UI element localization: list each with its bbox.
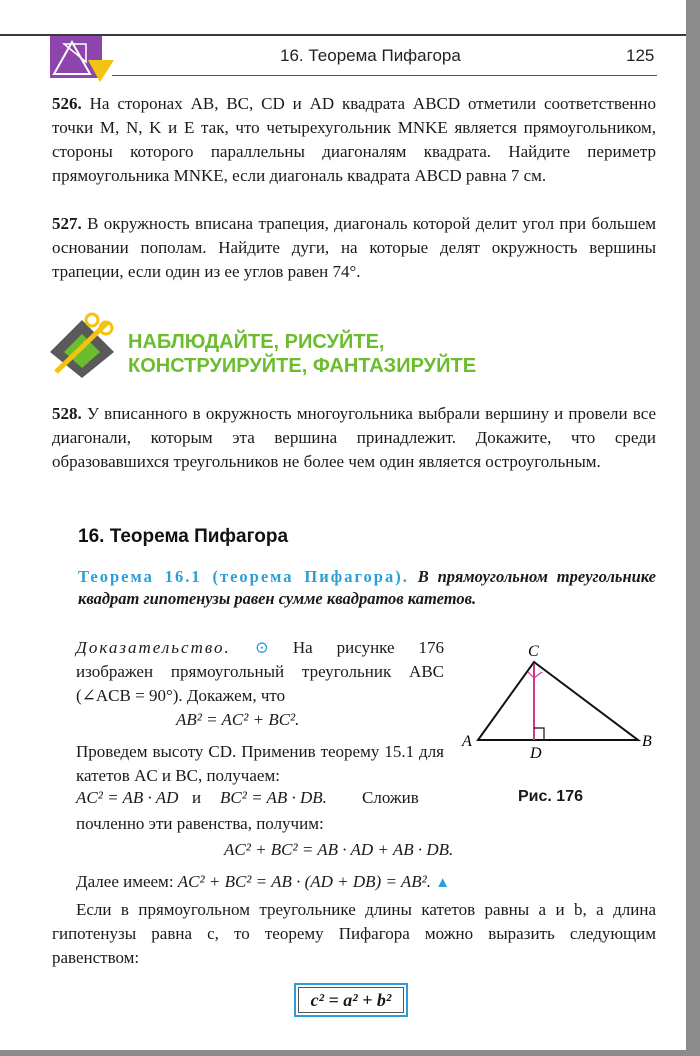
- proof-intro: [76, 636, 444, 708]
- banner-line-2: КОНСТРУИРУЙТЕ, ФАНТАЗИРУЙТЕ: [128, 355, 477, 377]
- proof-text-6: Если в прямоугольном треугольнике длины катетов равны a и b, а длина гипотенузы равна c, то теорему Пифагора можно выразить следующим равенством:: [52, 900, 656, 967]
- proof-text-1: На рисунке 176 изображен прямоугольный треугольник ABC (∠ACB = 90°). Докажем, что: [76, 638, 444, 705]
- label-b: B: [642, 733, 652, 750]
- boxed-formula: [294, 983, 408, 1017]
- proof-summary: [52, 898, 656, 970]
- theorem-block: [78, 566, 656, 610]
- formula-ac: AC² = AB · AD: [76, 788, 179, 807]
- problem-text: У вписанного в окружность многоугольника выбрали вершину и провели все диагонали, которым эта вершина принадлежит. Докажите, что среди образовавшихся треугольников не более чем один является остроугольным.: [52, 404, 656, 471]
- problem-527: [52, 212, 656, 284]
- problem-text: На сторонах AB, BC, CD и AD квадрата ABCD отметили соответственно точки M, N, K и E так, что четырехугольник MNKE является прямоугольником, стороны которого параллельны диагоналям квадрата. Найдите периметр прямоугольника MNKE, если диагональ квадрата ABCD равна 7 см.: [52, 94, 657, 185]
- figure-caption: Рис. 176: [518, 788, 583, 805]
- problem-528: [52, 402, 656, 474]
- formula-sum: AC² + BC² = AB · AD + AB · DB.: [224, 840, 454, 859]
- geometry-logo-icon: [42, 34, 122, 84]
- proof-text-5-label: Далее имеем:: [76, 872, 174, 891]
- figure-176: [456, 636, 666, 760]
- right-angle-d: [534, 728, 544, 740]
- proof-word: Доказательство.: [76, 638, 231, 657]
- tools-icon: [48, 312, 122, 380]
- proof-end-icon: ▲: [435, 875, 451, 891]
- proof-text-4: почленно эти равенства, получим:: [76, 814, 324, 833]
- proof-text-5: [76, 872, 450, 892]
- theorem-statement: В прямоугольном треугольнике квадрат гипотенузы равен сумме квадратов катетов.: [78, 567, 657, 608]
- section-title: 16. Теорема Пифагора: [78, 526, 289, 547]
- proof-start-icon: ⊙: [254, 638, 269, 657]
- theorem-heading: Теорема 16.1 (теорема Пифагора).: [78, 567, 409, 586]
- proof-text-2: Проведем высоту CD. Применив теорему 15.1 для катетов AC и BC, получаем:: [76, 742, 444, 785]
- banner-line-1: НАБЛЮДАЙТЕ, РИСУЙТЕ,: [128, 331, 385, 353]
- problem-number: 528.: [52, 404, 82, 423]
- formula-final: AC² + BC² = AB · (AD + DB) = AB².: [177, 872, 431, 891]
- page-number: 125: [626, 46, 655, 65]
- problem-526: [52, 92, 656, 188]
- formula-pythagoras: AB² = AC² + BC².: [176, 710, 300, 729]
- proof-step-2: [76, 740, 444, 788]
- boxed-formula-text: c² = a² + b²: [298, 987, 404, 1013]
- header-rule: [112, 75, 657, 76]
- label-d: D: [530, 745, 542, 760]
- label-c: C: [528, 643, 539, 660]
- connector-and: и: [192, 788, 202, 807]
- activity-banner: [128, 330, 476, 378]
- problem-text: В окружность вписана трапеция, диагональ которой делит угол при большем основании пополам. Найдите дуги, на которые делят окружность вершины трапеции, если один из ее углов равен 74°.: [52, 214, 656, 281]
- triangle-abc: [478, 662, 638, 740]
- problem-number: 527.: [52, 214, 82, 233]
- label-a: A: [462, 733, 472, 750]
- problem-number: 526.: [52, 94, 82, 113]
- proof-text-3: Сложив: [362, 788, 419, 807]
- formula-bc: BC² = AB · DB.: [220, 788, 327, 807]
- running-header-title: 16. Теорема Пифагора: [280, 46, 461, 65]
